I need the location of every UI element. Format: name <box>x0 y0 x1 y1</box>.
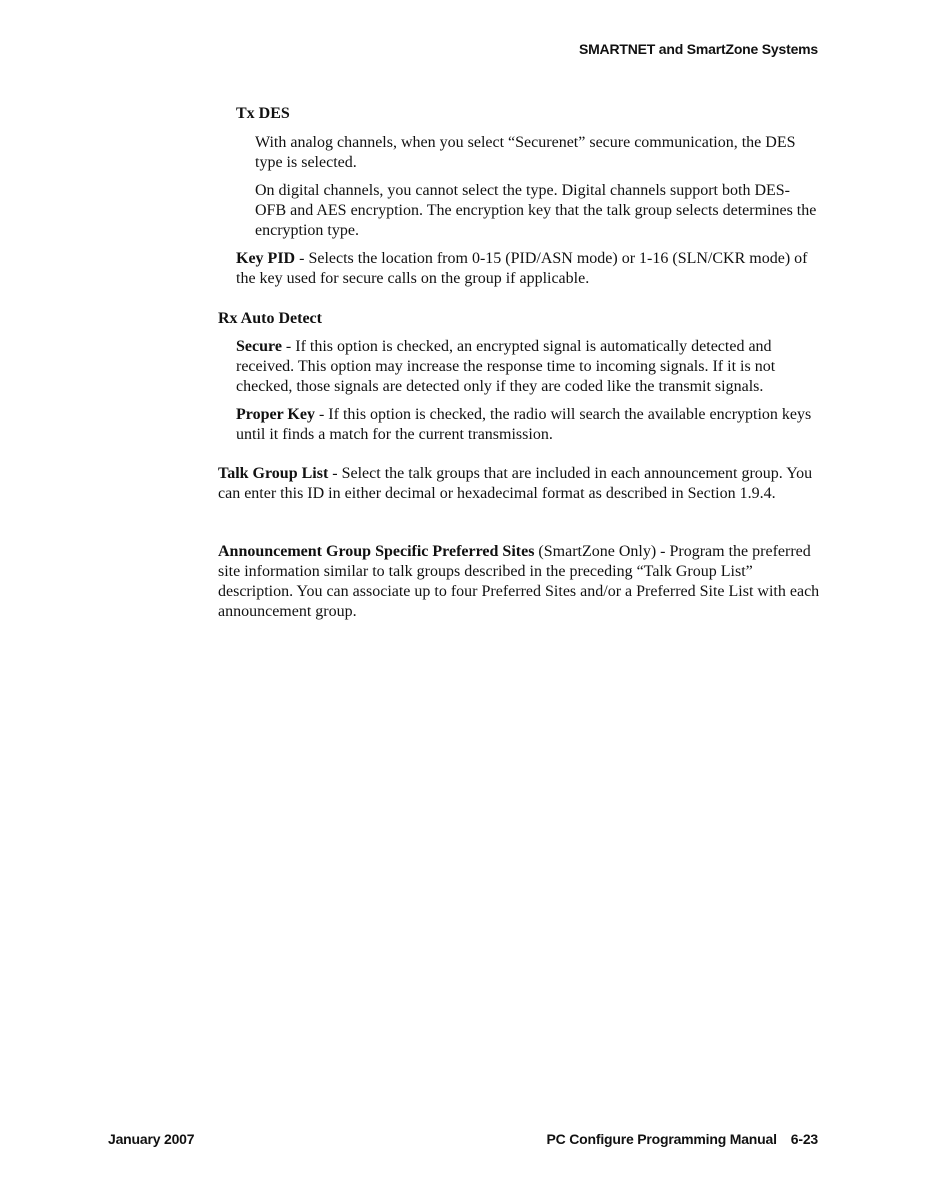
proper-key-term: Proper Key <box>236 406 315 423</box>
rx-auto-detect-heading: Rx Auto Detect <box>218 310 322 327</box>
talk-group-list-paragraph <box>218 464 820 504</box>
tx-des-heading: Tx DES <box>236 105 290 122</box>
preferred-sites-term: Announcement Group Specific Preferred Sites <box>218 543 535 560</box>
secure-term: Secure <box>236 338 282 355</box>
key-pid-text: - Selects the location from 0-15 (PID/ASN mode) or 1-16 (SLN/CKR mode) of the key used for secure calls on the group if applicable. <box>236 250 808 287</box>
running-header: SMARTNET and SmartZone Systems <box>578 41 818 57</box>
proper-key-paragraph <box>236 405 820 445</box>
footer-manual-info <box>547 1131 819 1147</box>
talk-group-list-text: - Select the talk groups that are included in each announcement group. You can enter this ID in either decimal or hexadecimal format as described in Section 1.9.4. <box>218 465 813 502</box>
proper-key-text: - If this option is checked, the radio will search the available encryption keys until it finds a match for the current transmission. <box>236 406 812 443</box>
footer-manual-title: PC Configure Programming Manual <box>546 1131 777 1147</box>
tx-des-paragraph-1: With analog channels, when you select “Securenet” secure communication, the DES type is selected. <box>255 134 796 171</box>
secure-paragraph <box>236 337 820 397</box>
secure-text: - If this option is checked, an encrypted signal is automatically detected and received. This option may increase the response time to incoming signals. If it is not checked, those signals are detected only if they are coded like the transmit signals. <box>236 338 776 395</box>
preferred-sites-paragraph <box>218 542 820 622</box>
preferred-sites-text: (SmartZone Only) - Program the preferred site information similar to talk groups described in the preceding “Talk Group List” description. You can associate up to four Preferred Sites and/or a Preferred Site List with each announcement group. <box>218 543 820 620</box>
page-number: 6-23 <box>790 1131 818 1147</box>
footer-date: January 2007 <box>108 1131 195 1147</box>
key-pid-term: Key PID <box>236 250 296 267</box>
tx-des-paragraph-2: On digital channels, you cannot select the type. Digital channels support both DES-OFB and AES encryption. The encryption key that the talk group selects determines the encryption type. <box>255 182 817 239</box>
talk-group-list-term: Talk Group List <box>218 465 329 482</box>
key-pid-paragraph <box>236 249 820 289</box>
